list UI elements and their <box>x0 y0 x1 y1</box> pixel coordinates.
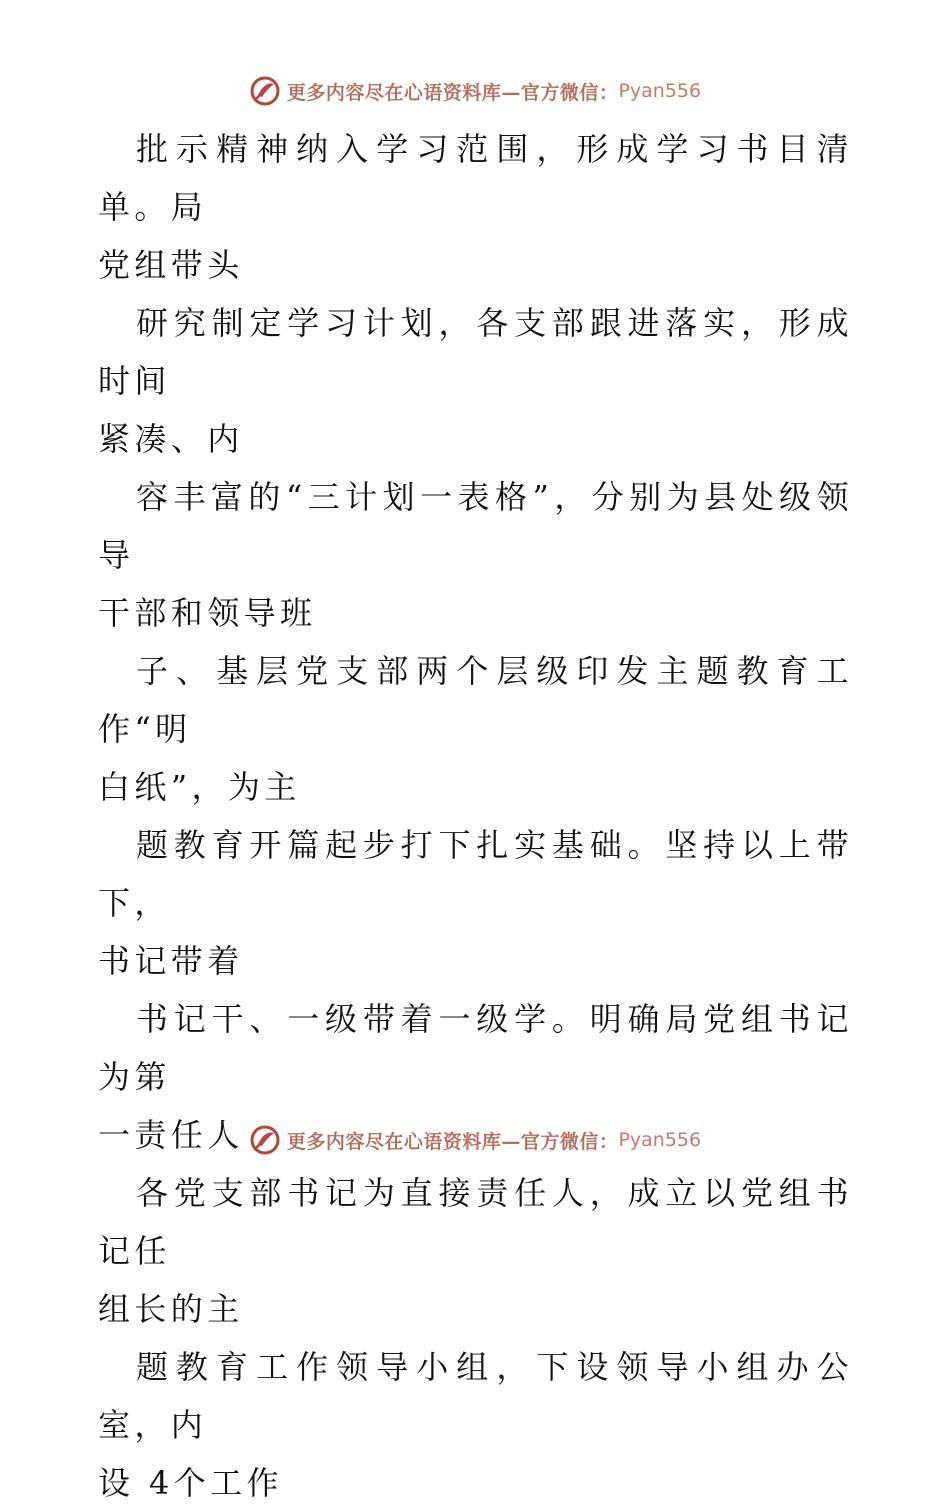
brand-logo-icon <box>249 1124 281 1156</box>
header-wechat-id: Pyan556 <box>618 80 702 102</box>
paragraph: 书记干、一级带着一级学。明确局党组书记为第 一责任人 <box>98 1000 853 1154</box>
brand-logo-icon <box>249 75 281 107</box>
paragraph: 批示精神纳入学习范围，形成学习书目清单。局 党组带头 <box>98 130 853 284</box>
footer-site-text: 更多内容尽在心语资料库— <box>286 1130 521 1153</box>
header-wechat-label: 官方微信： <box>520 81 619 104</box>
paragraph: 各党支部书记为直接责任人，成立以党组书记任 组长的主 <box>98 1174 853 1328</box>
document-body <box>98 120 853 1512</box>
footer-wechat-id: Pyan556 <box>618 1129 702 1151</box>
footer-banner <box>0 1120 950 1160</box>
paragraph: 子、基层党支部两个层级印发主题教育工作“明 白纸”，为主 <box>98 652 853 806</box>
paragraph: 研究制定学习计划，各支部跟进落实，形成时间 紧凑、内 <box>98 304 853 458</box>
header-banner <box>0 71 950 111</box>
header-site-text: 更多内容尽在心语资料库— <box>286 81 521 104</box>
paragraph: 题教育开篇起步打下扎实基础。坚持以上带下， 书记带着 <box>98 826 853 980</box>
paragraph: 题教育工作领导小组，下设领导小组办公室，内 设 4个工作 <box>98 1348 853 1502</box>
footer-wechat-label: 官方微信： <box>520 1130 619 1153</box>
paragraph: 容丰富的“三计划一表格”，分别为县处级领导 干部和领导班 <box>98 478 853 632</box>
